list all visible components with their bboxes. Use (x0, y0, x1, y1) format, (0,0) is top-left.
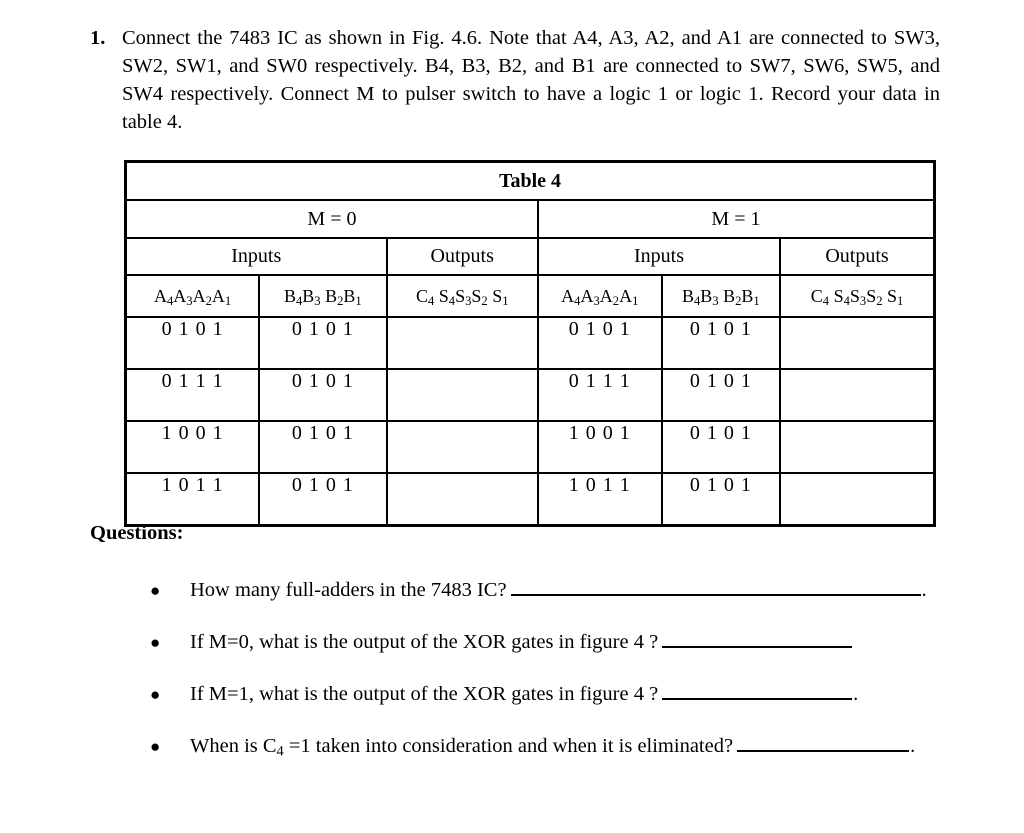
a-input-cell: 0 1 0 1 (538, 317, 662, 369)
output-cell[interactable] (387, 317, 538, 369)
question-end: . (853, 683, 859, 705)
b-input-cell: 0 1 0 1 (662, 369, 780, 421)
bullet-icon: ● (150, 737, 161, 756)
output-cell[interactable] (387, 369, 538, 421)
bullet-icon: ● (150, 581, 161, 600)
output-cell[interactable] (780, 369, 934, 421)
table-row (126, 369, 935, 421)
outputs-header-m0: Outputs (387, 238, 538, 275)
inputs-header-m1: Inputs (538, 238, 780, 275)
b-input-cell: 0 1 0 1 (259, 421, 386, 473)
col-a-header-m1: $A_4A_3A_2A_1$ (538, 275, 662, 317)
question-text: When is $C_4 =1$ taken into consideration and when it is eliminated? (190, 735, 734, 760)
step-text: Connect the 7483 IC as shown in Fig. 4.6. Note that A4, A3, A2, and A1 are connected to SW3, SW2, SW1, and SW0 respectively. B4, B3, B2, and B1 are connected to SW7, SW6, SW5, and SW4 respectively. Connect M to pulser switch to have a logic 1 or logic 1. Record your data in table 4. (122, 27, 940, 133)
b-input-cell: 0 1 0 1 (259, 369, 386, 421)
b-input-cell: 0 1 0 1 (662, 317, 780, 369)
a-input-cell: 1 0 1 1 (538, 473, 662, 526)
b-input-cell: 0 1 0 1 (662, 421, 780, 473)
list-item (150, 732, 970, 784)
a-input-cell: 1 0 0 1 (538, 421, 662, 473)
b-input-cell: 0 1 0 1 (259, 473, 386, 526)
question-text: If M=0, what is the output of the XOR gates in figure 4 ? (190, 631, 659, 653)
answer-blank[interactable] (662, 680, 852, 700)
table-title: Table 4 (126, 162, 935, 201)
outputs-header-m1: Outputs (780, 238, 934, 275)
mode-m1-header: M = 1 (538, 200, 935, 238)
col-b-header-m0: $B_4B_3$ $B_2B_1$ (259, 275, 386, 317)
output-cell[interactable] (387, 473, 538, 526)
question-end: . (921, 579, 927, 601)
bullet-icon: ● (150, 633, 161, 652)
col-b-header-m1: $B_4B_3$ $B_2B_1$ (662, 275, 780, 317)
list-item (150, 576, 970, 628)
output-cell[interactable] (780, 473, 934, 526)
b-input-cell: 0 1 0 1 (259, 317, 386, 369)
col-out-header-m0: $C_4$ $S_4S_3S_2$ $S_1$ (387, 275, 538, 317)
question-end: . (910, 735, 916, 757)
question-text: How many full-adders in the 7483 IC? (190, 579, 507, 601)
inputs-header-m0: Inputs (126, 238, 387, 275)
question-text: If M=1, what is the output of the XOR gates in figure 4 ? (190, 683, 659, 705)
mode-m0-header: M = 0 (126, 200, 538, 238)
b-input-cell: 0 1 0 1 (662, 473, 780, 526)
step-number: 1. (90, 27, 106, 49)
output-cell[interactable] (780, 421, 934, 473)
a-input-cell: 1 0 1 1 (126, 473, 260, 526)
answer-blank[interactable] (511, 576, 921, 596)
a-input-cell: 0 1 1 1 (538, 369, 662, 421)
a-input-cell: 0 1 0 1 (126, 317, 260, 369)
col-out-header-m1: $C_4$ $S_4S_3S_2$ $S_1$ (780, 275, 934, 317)
table-row (126, 317, 935, 369)
data-table (124, 160, 936, 527)
a-input-cell: 1 0 0 1 (126, 421, 260, 473)
a-input-cell: 0 1 1 1 (126, 369, 260, 421)
bullet-icon: ● (150, 685, 161, 704)
table-row (126, 473, 935, 526)
col-a-header-m0: $A_4A_3A_2A_1$ (126, 275, 260, 317)
output-cell[interactable] (387, 421, 538, 473)
instruction-step (90, 24, 940, 136)
answer-blank[interactable] (737, 732, 909, 752)
table-row (126, 421, 935, 473)
answer-blank[interactable] (662, 628, 852, 648)
list-item (150, 628, 970, 680)
output-cell[interactable] (780, 317, 934, 369)
questions-heading: Questions: (90, 522, 184, 544)
questions-list (150, 576, 970, 784)
list-item (150, 680, 970, 732)
